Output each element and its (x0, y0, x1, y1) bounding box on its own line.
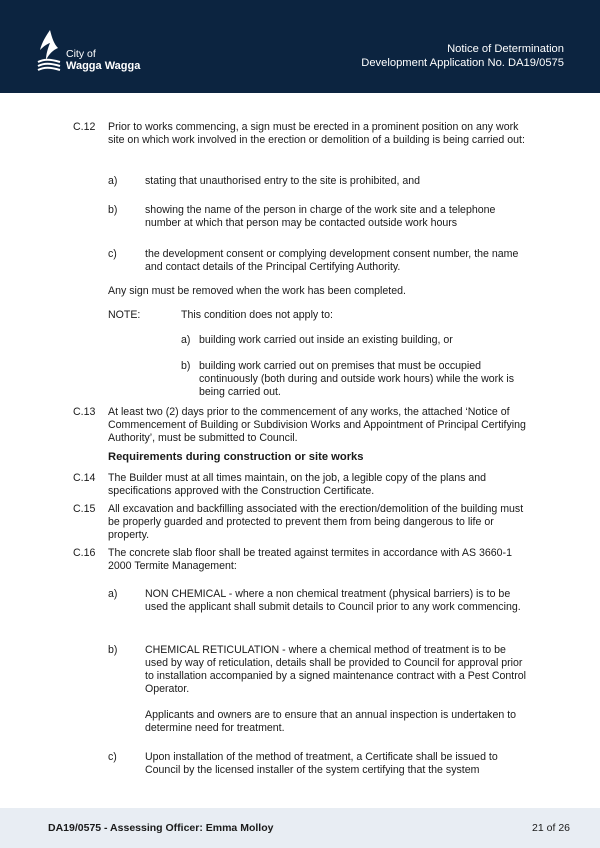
list-label: c) (108, 751, 117, 763)
note-text: This condition does not apply to: (181, 309, 333, 321)
condition-text: The Builder must at all times maintain, on the job, a legible copy of the plans and specifications approved with the Construction Certificate. (108, 472, 487, 497)
condition-number: C.13 (73, 406, 96, 418)
condition-text: The concrete slab floor shall be treated against termites in accordance with AS 3660-1 2000 Termite Management: (108, 547, 512, 572)
section-heading: Requirements during construction or site works (108, 451, 364, 463)
list-item: stating that unauthorised entry to the site is prohibited, and (145, 175, 421, 187)
list-item: NON CHEMICAL - where a non chemical treatment (physical barriers) is to be used the applicant shall submit details to Council prior to any work commencing. (145, 588, 521, 613)
list-item-continuation: Applicants and owners are to ensure that an annual inspection is undertaken to determine need for treatment. (145, 709, 517, 734)
condition-number: C.15 (73, 503, 96, 515)
sign-removal-text: Any sign must be removed when the work has been completed. (108, 285, 406, 297)
note-list-item: building work carried out on premises that must be occupied continuously (both during and outside work hours) while the work is being carried out. (199, 360, 515, 398)
list-label: a) (108, 175, 118, 187)
note-label: NOTE: (108, 309, 141, 321)
list-label: c) (108, 248, 117, 260)
council-logo (36, 28, 146, 78)
logo-line-2: Wagga Wagga (66, 60, 141, 72)
note-list-label: a) (181, 334, 191, 346)
title-line-1: Notice of Determination (447, 43, 564, 55)
condition-number: C.16 (73, 547, 96, 559)
condition-number: C.12 (73, 121, 96, 133)
list-item: Upon installation of the method of treatment, a Certificate shall be issued to Council by the licensed installer of the system certifying that the system (145, 751, 498, 776)
condition-text: At least two (2) days prior to the commencement of any works, the attached ‘Notice of Commencement of Building or Subdivision Works and Appointment of Principal Certifying Authority’, must be submitted to Council. (108, 406, 526, 444)
note-list-label: b) (181, 360, 191, 372)
list-label: a) (108, 588, 118, 600)
page-number: 21 of 26 (532, 822, 570, 834)
title-line-2: Development Application No. DA19/0575 (361, 57, 564, 69)
document-title (361, 42, 564, 70)
list-item: showing the name of the person in charge of the work site and a telephone number at which that person may be contacted outside work hours (145, 204, 496, 229)
condition-number: C.14 (73, 472, 96, 484)
list-item: the development consent or complying development consent number, the name and contact details of the Principal Certifying Authority. (145, 248, 519, 273)
wagga-logo-icon (36, 28, 64, 74)
page-footer (0, 808, 600, 848)
condition-text: All excavation and backfilling associated with the erection/demolition of the building must be properly guarded and protected to prevent them from being dangerous to life or property. (108, 503, 524, 541)
logo-text (66, 48, 140, 72)
logo-line-1: City of (66, 48, 96, 60)
footer-reference: DA19/0575 - Assessing Officer: Emma Molloy (48, 822, 274, 834)
list-label: b) (108, 204, 118, 216)
list-item: CHEMICAL RETICULATION - where a chemical method of treatment is to be used by way of reticulation, details shall be provided to Council for approval prior to installation accompanied by a signed maintenance contract with a Pest Control Operator. (145, 644, 527, 695)
list-label: b) (108, 644, 118, 656)
note-list-item: building work carried out inside an existing building, or (199, 334, 453, 346)
condition-text: Prior to works commencing, a sign must be erected in a prominent position on any work site on which work involved in the erection or demolition of a building is being carried out: (108, 121, 525, 146)
page-header (0, 0, 600, 93)
